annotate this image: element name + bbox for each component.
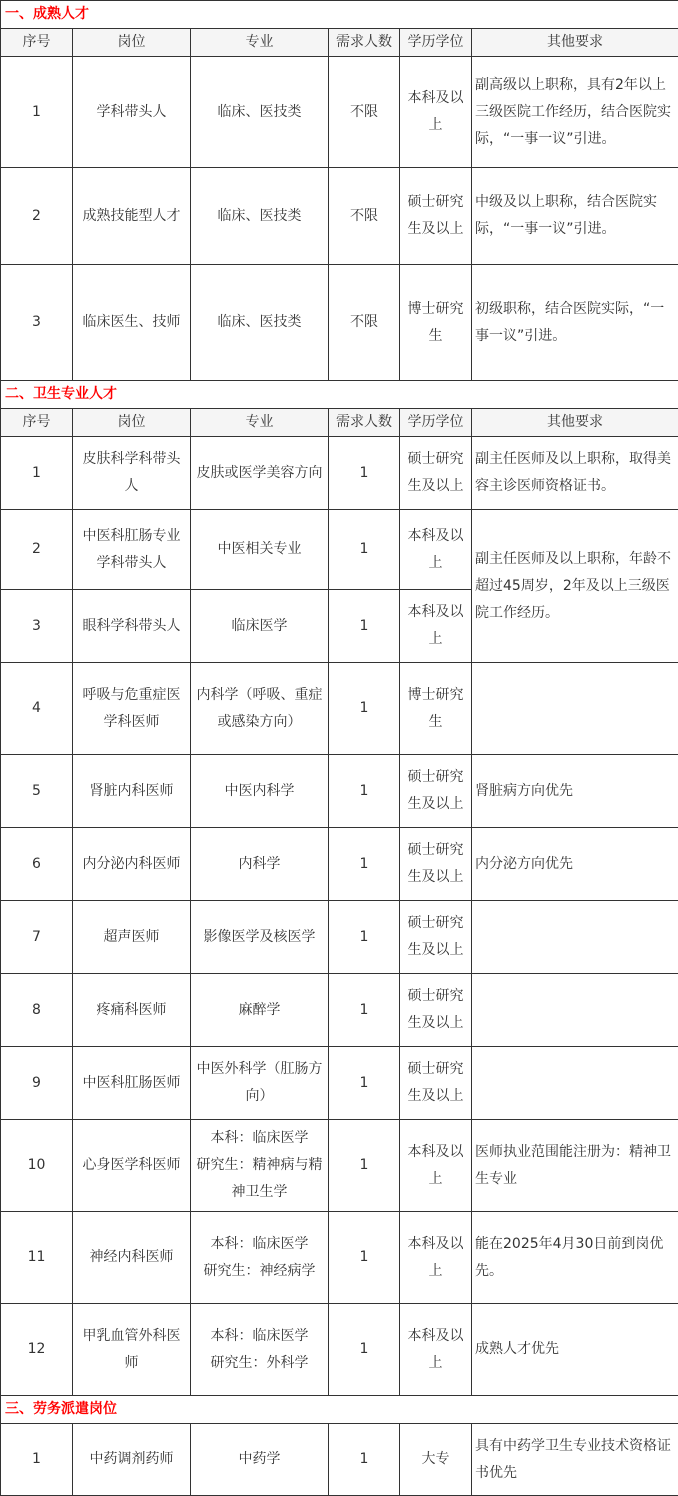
cell-req: 副主任医师及以上职称，取得美容主诊医师资格证书。 (472, 437, 678, 510)
cell-count: 1 (329, 663, 400, 755)
cell-major-text: 本科：临床医学 研究生：精神病与精神卫生学 (194, 1125, 325, 1206)
cell-count: 1 (329, 974, 400, 1047)
cell-major (191, 1120, 329, 1212)
table-row (1, 1304, 678, 1396)
cell-edu: 博士研究生 (400, 265, 472, 381)
cell-count: 1 (329, 437, 400, 510)
cell-count: 1 (329, 1304, 400, 1396)
table-row (1, 1047, 678, 1120)
cell-post: 甲乳血管外科医师 (73, 1304, 191, 1396)
table-row (1, 437, 678, 510)
cell-post: 超声医师 (73, 901, 191, 974)
cell-post: 成熟技能型人才 (73, 168, 191, 265)
cell-no: 2 (1, 510, 73, 590)
cell-req (472, 1047, 678, 1120)
cell-count: 1 (329, 1424, 400, 1496)
cell-major-text: 本科：临床医学 研究生：神经病学 (204, 1231, 316, 1285)
cell-no: 3 (1, 590, 73, 663)
cell-req: 副主任医师及以上职称，年龄不超过45周岁，2年及以上三级医院工作经历。 (472, 510, 678, 663)
table-row (1, 901, 678, 974)
cell-edu: 本科及以上 (400, 1120, 472, 1212)
cell-edu: 硕士研究生及以上 (400, 974, 472, 1047)
cell-major: 麻醉学 (191, 974, 329, 1047)
cell-post: 皮肤科学科带头人 (73, 437, 191, 510)
cell-major (191, 1304, 329, 1396)
cell-post: 中药调剂药师 (73, 1424, 191, 1496)
column-header-row (1, 409, 678, 437)
col-header-major: 专业 (191, 409, 329, 437)
cell-req: 初级职称，结合医院实际，“一事一议”引进。 (472, 265, 678, 381)
cell-post: 疼痛科医师 (73, 974, 191, 1047)
cell-count: 1 (329, 1047, 400, 1120)
cell-major: 中医外科学（肛肠方向） (191, 1047, 329, 1120)
cell-no: 8 (1, 974, 73, 1047)
table-row (1, 1424, 678, 1496)
cell-req: 肾脏病方向优先 (472, 755, 678, 828)
cell-count: 1 (329, 901, 400, 974)
cell-count: 不限 (329, 57, 400, 168)
cell-post: 内分泌内科医师 (73, 828, 191, 901)
cell-no: 7 (1, 901, 73, 974)
cell-req: 能在2025年4月30日前到岗优先。 (472, 1212, 678, 1304)
cell-post: 中医科肛肠医师 (73, 1047, 191, 1120)
cell-edu: 本科及以上 (400, 1212, 472, 1304)
cell-req (472, 663, 678, 755)
cell-edu: 大专 (400, 1424, 472, 1496)
cell-major: 临床、医技类 (191, 57, 329, 168)
cell-count: 1 (329, 828, 400, 901)
cell-major: 中医内科学 (191, 755, 329, 828)
cell-edu: 本科及以上 (400, 590, 472, 663)
col-header-major: 专业 (191, 29, 329, 57)
table-row (1, 1120, 678, 1212)
cell-no: 5 (1, 755, 73, 828)
cell-edu: 硕士研究生及以上 (400, 828, 472, 901)
cell-major: 临床、医技类 (191, 265, 329, 381)
section-title: 二、卫生专业人才 (1, 381, 678, 409)
col-header-count: 需求人数 (329, 29, 400, 57)
cell-no: 11 (1, 1212, 73, 1304)
col-header-no: 序号 (1, 409, 73, 437)
section-header-row (1, 381, 678, 409)
cell-post: 学科带头人 (73, 57, 191, 168)
cell-major: 皮肤或医学美容方向 (191, 437, 329, 510)
cell-major-text: 本科：临床医学 研究生：外科学 (211, 1323, 309, 1377)
col-header-edu: 学历学位 (400, 29, 472, 57)
table-row (1, 510, 678, 590)
cell-post: 肾脏内科医师 (73, 755, 191, 828)
cell-no: 10 (1, 1120, 73, 1212)
section-header-row (1, 1396, 678, 1424)
cell-req (472, 974, 678, 1047)
cell-major: 临床医学 (191, 590, 329, 663)
cell-major: 中医相关专业 (191, 510, 329, 590)
col-header-req: 其他要求 (472, 29, 678, 57)
cell-edu: 硕士研究生及以上 (400, 168, 472, 265)
col-header-post: 岗位 (73, 29, 191, 57)
col-header-no: 序号 (1, 29, 73, 57)
cell-major: 中药学 (191, 1424, 329, 1496)
cell-post: 心身医学科医师 (73, 1120, 191, 1212)
cell-post: 眼科学科带头人 (73, 590, 191, 663)
cell-major: 内科学（呼吸、重症或感染方向） (191, 663, 329, 755)
cell-req (472, 901, 678, 974)
table-row (1, 1212, 678, 1304)
cell-count: 1 (329, 590, 400, 663)
cell-req: 成熟人才优先 (472, 1304, 678, 1396)
cell-no: 1 (1, 1424, 73, 1496)
cell-edu: 硕士研究生及以上 (400, 437, 472, 510)
cell-no: 9 (1, 1047, 73, 1120)
cell-major (191, 1212, 329, 1304)
table-row (1, 168, 678, 265)
table-row (1, 663, 678, 755)
cell-count: 1 (329, 510, 400, 590)
cell-count: 1 (329, 1212, 400, 1304)
table-row (1, 57, 678, 168)
cell-post: 呼吸与危重症医学科医师 (73, 663, 191, 755)
cell-req: 内分泌方向优先 (472, 828, 678, 901)
cell-no: 2 (1, 168, 73, 265)
cell-post: 中医科肛肠专业学科带头人 (73, 510, 191, 590)
table-row (1, 974, 678, 1047)
cell-major: 内科学 (191, 828, 329, 901)
cell-count: 1 (329, 1120, 400, 1212)
col-header-count: 需求人数 (329, 409, 400, 437)
cell-no: 6 (1, 828, 73, 901)
section-header-row (1, 1, 678, 29)
col-header-post: 岗位 (73, 409, 191, 437)
cell-no: 1 (1, 437, 73, 510)
table-row (1, 755, 678, 828)
cell-edu: 硕士研究生及以上 (400, 1047, 472, 1120)
cell-req: 医师执业范围能注册为：精神卫生专业 (472, 1120, 678, 1212)
cell-req: 副高级以上职称，具有2年以上三级医院工作经历，结合医院实际，“一事一议”引进。 (472, 57, 678, 168)
section-title: 三、劳务派遣岗位 (1, 1396, 678, 1424)
cell-major: 临床、医技类 (191, 168, 329, 265)
cell-post: 神经内科医师 (73, 1212, 191, 1304)
section-title: 一、成熟人才 (1, 1, 678, 29)
cell-edu: 硕士研究生及以上 (400, 901, 472, 974)
col-header-req: 其他要求 (472, 409, 678, 437)
cell-post: 临床医生、技师 (73, 265, 191, 381)
cell-count: 不限 (329, 265, 400, 381)
cell-count: 1 (329, 755, 400, 828)
cell-major: 影像医学及核医学 (191, 901, 329, 974)
cell-edu: 博士研究生 (400, 663, 472, 755)
cell-no: 12 (1, 1304, 73, 1396)
cell-edu: 本科及以上 (400, 510, 472, 590)
table-row (1, 265, 678, 381)
cell-no: 4 (1, 663, 73, 755)
cell-req: 具有中药学卫生专业技术资格证书优先 (472, 1424, 678, 1496)
cell-req: 中级及以上职称，结合医院实际，“一事一议”引进。 (472, 168, 678, 265)
cell-edu: 本科及以上 (400, 1304, 472, 1396)
table-row (1, 828, 678, 901)
cell-edu: 硕士研究生及以上 (400, 755, 472, 828)
cell-count: 不限 (329, 168, 400, 265)
cell-edu: 本科及以上 (400, 57, 472, 168)
cell-no: 1 (1, 57, 73, 168)
cell-no: 3 (1, 265, 73, 381)
col-header-edu: 学历学位 (400, 409, 472, 437)
column-header-row (1, 29, 678, 57)
